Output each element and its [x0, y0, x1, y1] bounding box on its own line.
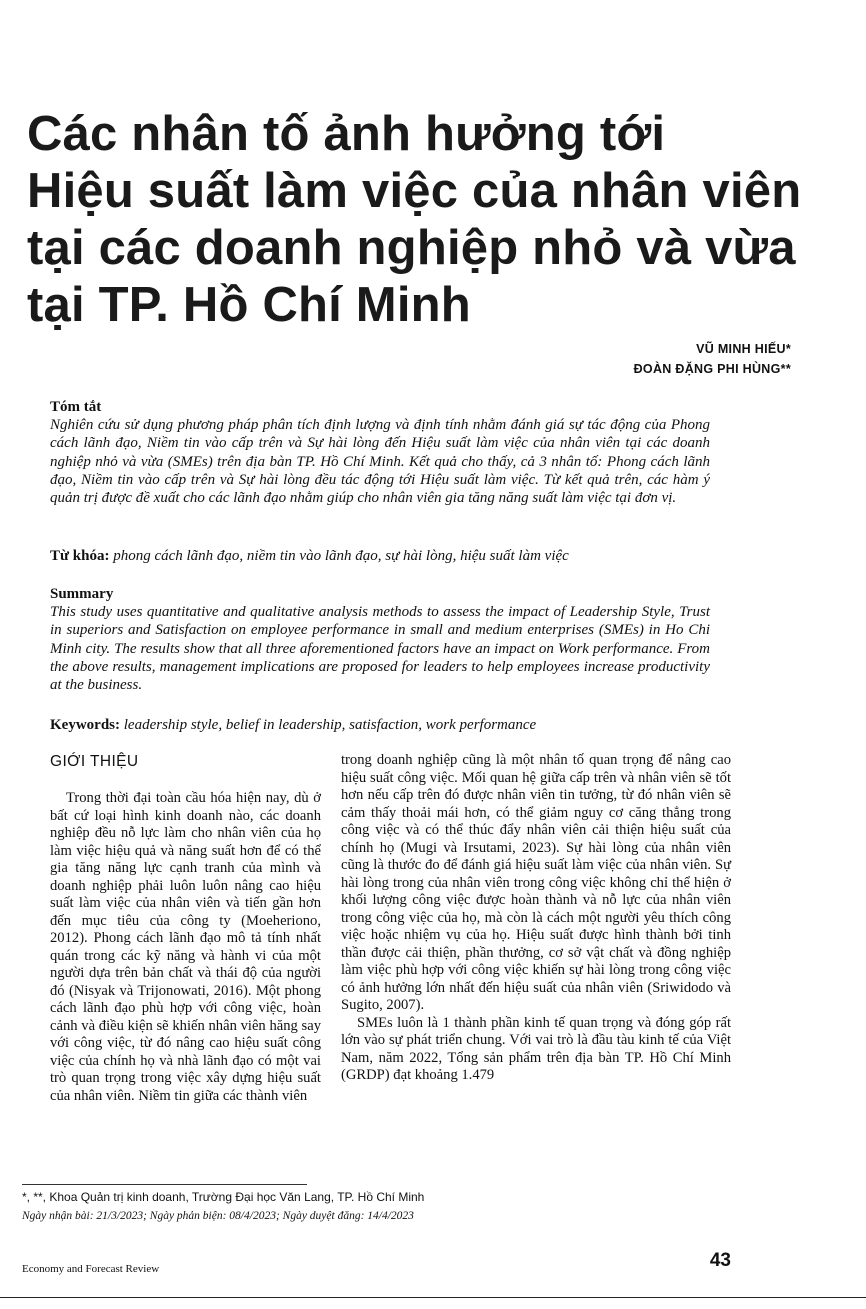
intro-right-paragraph-2: SMEs luôn là 1 thành phần kinh tế quan trọng và đóng góp rất lớn vào sự phát triển chung. Với vai trò là đầu tàu kinh tế của Việt Nam, năm 2022, Tổng sản phẩm trên địa bàn TP. Hồ Chí Minh (GRDP) đạt khoảng 1.479: [341, 1014, 731, 1083]
footnote-dates: Ngày nhận bài: 21/3/2023; Ngày phản biện: 08/4/2023; Ngày duyệt đăng: 14/4/2023: [22, 1210, 414, 1222]
keywords-en-text: leadership style, belief in leadership, satisfaction, work performance: [123, 717, 537, 733]
title-line-1: Các nhân tố ảnh hưởng tới: [27, 107, 666, 161]
intro-right-column: [341, 752, 731, 1085]
abstract-en-body: This study uses quantitative and qualitative analysis methods to assess the impact of Leadership Style, Trust in superiors and Satisfaction on employee performance in small and medium enterprises (SMEs) in Ho Chi Minh city. The results show that all three aforementioned factors have an impact on Work performance. From the above results, management implications are proposed for leaders to help employees increase productivity at the business.: [50, 604, 710, 694]
article-title: [27, 106, 827, 334]
abstract-en-heading: Summary: [50, 586, 114, 602]
title-line-2: Hiệu suất làm việc của nhân viên: [27, 164, 802, 218]
abstract-vi-heading: Tóm tắt: [50, 399, 102, 415]
page-number: 43: [709, 1250, 731, 1271]
keywords-en: [50, 716, 750, 734]
bottom-border: [0, 1297, 866, 1298]
abstract-vi-body: Nghiên cứu sử dụng phương pháp phân tích định lượng và định tính nhằm đánh giá sự tác động của Phong cách lãnh đạo, Niềm tin vào cấp trên và Sự hài lòng đến Hiệu suất làm việc của nhân viên tại các doanh nghiệp nhỏ và vừa (SMEs) trên địa bàn TP. Hồ Chí Minh. Kết quả cho thấy, cả 3 nhân tố: Phong cách lãnh đạo, Niềm tin vào cấp trên và Sự hài lòng đều tác động tới Hiệu suất làm việc. Từ kết quả trên, các hàm ý quản trị được đề xuất cho các lãnh đạo nhằm giúp cho nhân viên gia tăng năng suất làm việc tại đơn vị.: [50, 417, 710, 507]
intro-left-column: Trong thời đại toàn cầu hóa hiện nay, dù ở bất cứ loại hình kinh doanh nào, các doanh nghiệp đều nỗ lực làm cho nhân viên của họ làm việc hiệu quả và năng suất hơn để có thể gia tăng năng lực cạnh tranh của mình và doanh nghiệp phải luôn luôn nâng cao hiệu suất làm việc của nhân viên và tiến gần hơn đến mục tiêu của công ty (Moeheriono, 2012). Phong cách lãnh đạo mô tả tính nhất quán trong các kỹ năng và hành vi của một người dựa trên bản chất và thái độ của người đó (Nisyak và Trijonowati, 2016). Một phong cách lãnh đạo phù hợp với công việc, hoàn cảnh và điều kiện sẽ khiến nhân viên hăng say với công việc, từ đó nâng cao hiệu suất công việc của chính họ và nhà lãnh đạo có một vai trò quan trọng trong việc xây dựng hiệu suất của nhân viên. Niềm tin giữa các thành viên: [50, 790, 321, 1104]
keywords-vi: [50, 547, 750, 565]
journal-name: Economy and Forecast Review: [22, 1263, 160, 1275]
author-list: [634, 339, 791, 379]
title-line-4: tại TP. Hồ Chí Minh: [27, 278, 471, 332]
footnote-divider: [22, 1184, 307, 1185]
keywords-vi-text: phong cách lãnh đạo, niềm tin vào lãnh đạo, sự hài lòng, hiệu suất làm việc: [113, 548, 569, 564]
footnote-affiliation: *, **, Khoa Quản trị kinh doanh, Trường Đại học Văn Lang, TP. Hồ Chí Minh: [22, 1190, 425, 1204]
intro-heading: GIỚI THIỆU: [50, 753, 139, 770]
intro-right-paragraph-1: trong doanh nghiệp cũng là một nhân tố quan trọng để nâng cao hiệu suất công việc. Mối quan hệ giữa cấp trên và nhân viên sẽ tốt hơn nếu cấp trên đó được nhân viên tin tưởng, từ đó nhân viên sẽ cảm thấy thoải mái hơn, có thể giảm nguy cơ căng thẳng trong công việc và có thể thúc đẩy nhân viên cải thiện hiệu suất của chính họ (Mugi và Irsutami, 2023). Sự hài lòng của nhân viên cũng là thước đo để đánh giá hiệu suất làm việc của nhân viên. Sự hài lòng trong của nhân viên trong công việc không chỉ thể hiện ở khối lượng công việc được hoàn thành và nỗ lực của nhân viên trong công việc của họ, mà còn là cách một người yêu thích công việc hoặc nhiệm vụ của họ. Hiệu suất được hình thành bởi tinh thần được cải thiện, phần thưởng, cơ sở vật chất và đồng nghiệp làm việc phù hợp với công việc khiến sự hài lòng trong công việc có ảnh hưởng lớn nhất đến hiệu suất của nhân viên (Sriwidodo và Sugito, 2007).: [341, 752, 731, 1013]
keywords-vi-label: Từ khóa:: [50, 548, 110, 564]
author-2: ĐOÀN ĐẶNG PHI HÙNG**: [633, 362, 791, 376]
author-1: VŨ MINH HIẾU*: [696, 342, 791, 356]
title-line-3: tại các doanh nghiệp nhỏ và vừa: [27, 221, 796, 275]
keywords-en-label: Keywords:: [50, 717, 120, 733]
